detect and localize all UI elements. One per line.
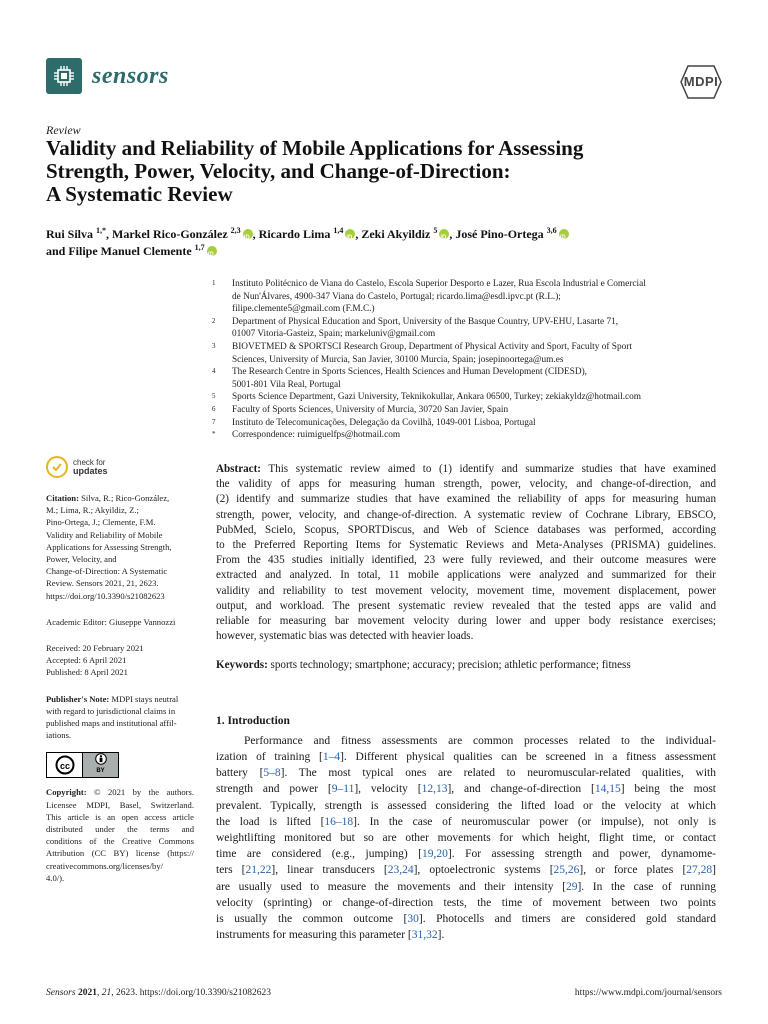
note-line: with regard to jurisdictional claims in [46, 705, 176, 716]
author-line: Rui Silva $^{1,*}$, Markel Rico-González $^{2,3}$iD , Ricardo Lima $^{1,4}$iD , Zeki Akyildiz $^5$iD , José Pino-Ortega $^{3,6}$iD [46, 226, 726, 243]
intro-text: ters [ [216, 864, 246, 877]
main-content [216, 462, 716, 943]
citation-link[interactable]: 21,22 [245, 864, 272, 877]
intro-text: ]. [437, 929, 445, 942]
footer-journal: Sensors [46, 988, 76, 998]
check-updates-bottom: updates [73, 466, 108, 476]
citation-label: Citation: [46, 493, 79, 503]
affiliation-number: 4 [212, 367, 216, 376]
copyright-label: Copyright: [46, 787, 87, 798]
affiliation-number: 1 [212, 279, 216, 287]
citation-line: Validity and Reliability of Mobile [46, 529, 163, 540]
check-updates-top: check for [73, 458, 106, 467]
affiliation-number: 5 [212, 392, 216, 401]
published-date: Published: 8 April 2021 [46, 667, 128, 678]
sidebar [46, 456, 194, 895]
abstract-line: PubMed, Scielo, Scopus, SPORTDiscus, and Web of Science databases was performed, according [216, 523, 716, 536]
affiliation-item [212, 391, 732, 404]
intro-line [216, 798, 716, 814]
affiliation-number: 6 [212, 404, 216, 413]
author-affiliation-sup: 1,7 [194, 243, 205, 252]
affiliation-line: The Research Centre in Sports Sciences, Health Sciences and Human Development (CIDESD), [232, 367, 587, 378]
orcid-icon[interactable] [439, 229, 449, 239]
affiliation-number: * [212, 430, 216, 439]
introduction-body [216, 733, 716, 944]
abstract-line: validity and reliability to test movement velocity, movement time, movement displacement, power [216, 584, 716, 597]
citation-line: Pino-Ortega, J.; Clemente, F.M. [46, 517, 156, 528]
affiliation-number: 3 [212, 341, 216, 350]
copyright-line[interactable]: 4.0/). [46, 872, 65, 883]
orcid-icon[interactable] [243, 229, 253, 239]
title-line: Strength, Power, Velocity, and Change-of-Direction: [46, 159, 511, 183]
abstract-line: the validity of apps for measuring human strength, power, velocity, and change-of-direction, and [216, 478, 716, 491]
chip-icon [46, 58, 82, 94]
footer-journal-url[interactable]: https://www.mdpi.com/journal/sensors [574, 988, 722, 998]
intro-line [216, 862, 716, 878]
copyright-block [46, 786, 194, 884]
citation-link[interactable]: 1–4 [322, 751, 341, 764]
copyright-line: This article is an open access article [46, 811, 194, 822]
intro-text: Performance and fitness assessments are common processes related to the individual- [244, 734, 716, 747]
accepted-date: Accepted: 6 April 2021 [46, 655, 127, 666]
intro-text: ]. The most typical ones are related to neuromuscular-related qualities, with [280, 767, 716, 780]
journal-name: sensors [92, 62, 169, 89]
author-name[interactable]: Markel Rico-González [112, 227, 228, 241]
article-type: Review [46, 123, 81, 137]
footer-volume: 21 [101, 988, 112, 998]
citation-line: Silva, R.; Rico-González, [81, 493, 170, 503]
intro-text: ], and change-of-direction [ [447, 783, 595, 796]
citation-link[interactable]: 31,32 [411, 929, 438, 942]
affiliation-item [212, 341, 732, 366]
citation-link[interactable]: 12,13 [421, 783, 448, 796]
affiliation-number: 2 [212, 316, 216, 325]
journal-logo[interactable] [46, 58, 169, 94]
affiliation-item [212, 366, 732, 391]
intro-line [216, 911, 716, 927]
affiliation-line[interactable]: Sciences, University of Murcia, San Javier, 30100 Murcia, Spain; josepinoortega@um.es [232, 354, 564, 365]
copyright-line[interactable]: Attribution (CC BY) license (https:// [46, 848, 194, 859]
page-footer [46, 988, 722, 998]
intro-text: are usually used to measure the movements and their intensity [ [216, 880, 566, 893]
intro-text: ]. Different physical qualities can be screened in a fitness assessment [340, 751, 716, 764]
intro-text: ization of training [ [216, 751, 323, 764]
author-name[interactable]: Ricardo Lima [258, 227, 331, 241]
author-affiliation-sup: 2,3 [230, 226, 241, 235]
intro-text: is usually the common outcome [ [216, 913, 408, 926]
citation-link[interactable]: 19,20 [422, 848, 448, 861]
intro-text: ]. In the case of neuromuscular power (or impulse), not only is [353, 815, 716, 828]
affiliation-line[interactable]: de Nun'Álvares, 4900-347 Viana do Castelo, Portugal; ricardo.lima@esdl.ipvc.pt (R.L.); [232, 291, 561, 302]
intro-text: velocity (sprinting) or change-of-direction tests, the time of movement between two points [216, 896, 716, 909]
intro-text: ] being the most [620, 783, 716, 796]
publisher-note [46, 693, 194, 742]
intro-text: ], or force plates [ [579, 864, 687, 877]
footer-year: 2021 [77, 988, 97, 998]
svg-text:cc: cc [59, 761, 70, 772]
publisher-logo[interactable] [680, 64, 722, 100]
footer-doi[interactable]: , 2623. https://doi.org/10.3390/s21082623 [111, 988, 271, 998]
intro-text: the load is lifted [ [216, 815, 325, 828]
intro-text: strength and power [ [216, 783, 332, 796]
author-list [46, 226, 726, 260]
intro-text: battery [ [216, 767, 264, 780]
intro-text: ]. Photocells and timers are considered gold standard [418, 913, 716, 926]
intro-text: ]. For assessing strength and power, dynamome- [447, 848, 716, 861]
orcid-icon[interactable] [559, 229, 569, 239]
intro-text: weightlifting monitored but so are other movements for which height, flight time, or contact [216, 832, 716, 845]
abstract [216, 462, 716, 644]
author-line [46, 243, 726, 260]
creative-commons-icon [47, 753, 83, 777]
citation-doi-link[interactable]: https://doi.org/10.3390/s21082623 [46, 590, 165, 601]
citation-line: Applications for Assessing Strength, [46, 541, 172, 552]
affiliation-line: Instituto de Telecomunicações, Delegação da Covilhã, 1049-001 Lisboa, Portugal [232, 417, 536, 428]
affiliation-line: Faculty of Sports Sciences, University of Murcia, 30720 San Javier, Spain [232, 404, 509, 415]
cc-by-license-badge[interactable] [46, 752, 119, 778]
checkmark-icon [46, 456, 68, 478]
affiliation-line: BIOVETMED & SPORTSCI Research Group, Department of Physical Activity and Sport, Faculty of Sport [232, 341, 632, 352]
author-affiliation-sup: 1,4 [333, 226, 344, 235]
intro-text: instruments for measuring this parameter [ [216, 929, 412, 942]
note-label: Publisher's Note: [46, 693, 110, 704]
intro-line [216, 927, 716, 943]
copyright-line: distributed under the terms and [46, 824, 194, 835]
note-line: iations. [46, 730, 72, 741]
affiliation-line: Instituto Politécnico de Viana do Castelo, Escola Superior Desporto e Lazer, Rua Escola Industrial e Comercial [232, 279, 646, 289]
intro-line [216, 846, 716, 862]
citation-line: Power, Velocity, and [46, 554, 117, 565]
title-line: Validity and Reliability of Mobile Applications for Assessing [46, 136, 584, 160]
copyright-line[interactable]: creativecommons.org/licenses/by/ [46, 860, 164, 871]
copyright-line: Licensee MDPI, Basel, Switzerland. [46, 799, 194, 810]
copyright-line: © 2021 by the authors. [94, 787, 194, 798]
abstract-line: (2) identify and summarize studies that have examined the reliability of apps for measuring human [216, 493, 716, 506]
abstract-line: extracted and analyzed. In total, 11 mobile applications were analyzed and summarized for their [216, 569, 716, 582]
intro-line [216, 895, 716, 911]
article-title [46, 137, 726, 206]
author-affiliation-sup: 1,* [96, 226, 107, 235]
attribution-person-icon [94, 753, 108, 765]
correspondence-line[interactable]: Correspondence: ruimiguelfps@hotmail.com [232, 430, 401, 441]
citation-link[interactable]: 5–8 [263, 767, 281, 780]
intro-text: ] [712, 864, 716, 877]
affiliation-item [212, 316, 732, 341]
academic-editor: Academic Editor: Giuseppe Vannozzi [46, 616, 176, 627]
affiliation-line[interactable]: filipe.clemente5@gmail.com (F.M.C.) [232, 304, 375, 315]
abstract-label: Abstract: [216, 463, 261, 475]
abstract-line: however, systematic bias was detected with heavier loads. [216, 630, 474, 643]
publisher-name: MDPI [683, 74, 719, 89]
affiliations [212, 278, 732, 442]
received-date: Received: 20 February 2021 [46, 643, 144, 654]
citation-link[interactable]: 27,28 [686, 864, 713, 877]
author-name[interactable]: Rui Silva [46, 227, 94, 241]
affiliation-item [212, 278, 732, 316]
orcid-icon[interactable] [207, 246, 217, 256]
author-name[interactable]: Zeki Akyildiz [361, 227, 431, 241]
keywords-text: sports technology; smartphone; accuracy; precision; athletic performance; fitness [270, 659, 631, 672]
check-updates-button[interactable] [46, 456, 194, 478]
citation-link[interactable]: 23,24 [387, 864, 414, 877]
abstract-line: to the Preferred Reporting Items for Systematic Reviews and Meta-Analyses (PRISMA) guidelines. [216, 539, 716, 552]
note-line: MDPI stays neutral [111, 693, 179, 704]
author-name[interactable]: José Pino-Ortega [455, 227, 544, 241]
cc-badge-label: BY [96, 768, 105, 775]
abstract-line: This systematic review aimed to (1) identify and summarize studies that have examined [268, 463, 716, 475]
affiliation-line: Department of Physical Education and Sport, University of the Basque Country, UPV-EHU, Lasarte 71, [232, 316, 619, 327]
intro-line [216, 879, 716, 895]
intro-text: ], velocity [ [354, 783, 422, 796]
author-affiliation-sup: 3,6 [546, 226, 557, 235]
correspondence [212, 429, 732, 442]
footer-citation: Sensors 2021, 21, 2623. https://doi.org/10.3390/s21082623 [46, 988, 271, 998]
dates-block [46, 642, 194, 679]
author-affiliation-sup: 5 [433, 226, 438, 235]
affiliation-number: 7 [212, 417, 216, 426]
note-line: published maps and institutional affil- [46, 718, 177, 729]
affiliation-item [212, 417, 732, 430]
affiliation-line[interactable]: 01007 Vitoria-Gasteiz, Spain; markeluniv@gmail.com [232, 329, 436, 340]
citation-line: Review. Sensors 2021, 21, 2623. [46, 578, 159, 589]
copyright-line: conditions of the Creative Commons [46, 836, 194, 847]
intro-text: ]. In the case of running [577, 880, 716, 893]
intro-line [216, 781, 716, 797]
intro-line [216, 830, 716, 846]
intro-text: ], optoelectronic systems [ [413, 864, 554, 877]
abstract-line: reliable for measuring bar movement velocity during lower and upper body resistance exercises; [216, 615, 716, 628]
citation-link[interactable]: 16–18 [324, 815, 354, 828]
citation-link[interactable]: 14,15 [594, 783, 621, 796]
intro-text: ], linear transducers [ [271, 864, 388, 877]
citation-link[interactable]: 9–11 [331, 783, 355, 796]
citation-block [46, 492, 194, 602]
intro-text: time are considered (e.g., jumping) [ [216, 848, 423, 861]
citation-link[interactable]: 29 [565, 880, 578, 893]
author-name[interactable]: and Filipe Manuel Clemente [46, 244, 192, 258]
abstract-line: output, and workload. The present systematic review revealed that the tested apps are valid and [216, 599, 716, 612]
citation-link[interactable]: 25,26 [553, 864, 580, 877]
affiliation-line[interactable]: Sports Science Department, Gazi University, Teknikokullar, Ankara 06500, Turkey; zekiakyldz@hotmail.com [232, 392, 642, 403]
intro-line [216, 733, 716, 749]
orcid-icon[interactable] [345, 229, 355, 239]
title-line: A Systematic Review [46, 182, 233, 206]
intro-line [216, 749, 716, 765]
citation-link[interactable]: 30 [407, 913, 419, 926]
intro-line [216, 765, 716, 781]
citation-line: Change-of-Direction: A Systematic [46, 566, 168, 577]
intro-line [216, 814, 716, 830]
section-heading: 1. Introduction [216, 714, 290, 727]
affiliation-line: 5001-801 Vila Real, Portugal [232, 379, 341, 390]
abstract-line: From the 435 studies initially identified, 23 were fully reviewed, and their outcome measures were [216, 554, 716, 567]
citation-line: M.; Lima, R.; Akyildiz, Z.; [46, 505, 139, 516]
affiliation-item [212, 404, 732, 417]
keywords-label: Keywords: [216, 659, 268, 672]
abstract-line: strength, power, velocity, and change-of-direction. A systematic review of Cochrane Library, EBSCO, [216, 508, 716, 521]
keywords [216, 658, 716, 673]
intro-text: prevalent. Typically, strength is assessed considering the lifted load or the velocity at which [216, 799, 716, 812]
